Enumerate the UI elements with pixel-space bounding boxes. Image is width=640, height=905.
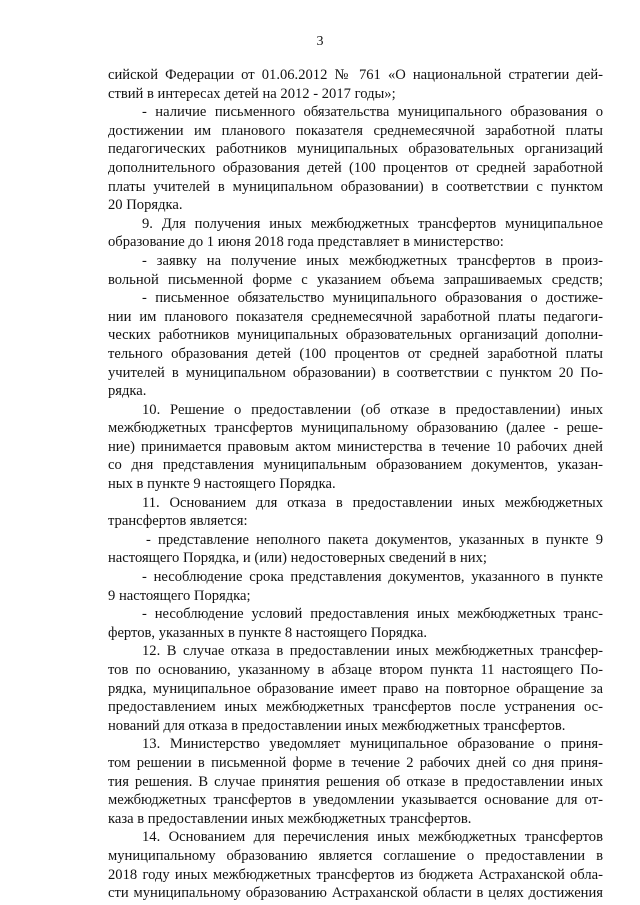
text-line: - представление неполного пакета документов, указанных в пункте 9 — [146, 531, 603, 548]
text-line: платы учителей в муниципальном образовании) в соответствии с пунктом — [108, 178, 603, 195]
text-line: сийской Федерации от 01.06.2012 № 761 «О национальной стратегии дей- — [108, 67, 603, 83]
text-line: 9. Для получения иных межбюджетных трансфертов муниципальное — [142, 215, 603, 232]
text-line: ческих работников муниципальных образовательных организаций дополни- — [108, 327, 603, 344]
text-line: - заявку на получение иных межбюджетных трансфертов в произ- — [142, 252, 603, 269]
text-line: трансфертов является: — [108, 513, 248, 530]
text-line: предоставлением иных межбюджетных трансфертов после устранения ос- — [108, 699, 603, 716]
page-number: 3 — [316, 34, 324, 49]
text-line: - наличие письменного обязательства муниципального образования о — [142, 104, 603, 121]
text-line: фертов, указанных в пункте 8 настоящего Порядка. — [108, 624, 427, 641]
text-line: 9 настоящего Порядка; — [108, 587, 251, 604]
text-line: тов по основанию, указанному в абзаце втором пункта 11 настоящего По- — [108, 662, 603, 678]
text-line: 10. Решение о предоставлении (об отказе в предоставлении) иных — [142, 401, 603, 418]
text-line: со дня представления муниципальным образованием документов, указан- — [108, 457, 603, 474]
text-line: образование до 1 июня 2018 года представляет в министерство: — [108, 234, 504, 251]
text-line: тия решения. В случае принятия решения об отказе в предоставлении иных — [108, 773, 603, 790]
text-line: - письменное обязательство муниципального образования о достиже- — [142, 290, 603, 307]
text-line: рядка. — [108, 383, 147, 400]
text-line: учителей в муниципальном образовании) в соответствии с пунктом 20 По- — [108, 364, 603, 381]
text-line: нии им планового показателя среднемесячной заработной платы педагоги- — [108, 308, 603, 325]
document-body — [108, 66, 603, 903]
text-line: 20 Порядка. — [108, 197, 183, 214]
text-line: нований для отказа в предоставлении иных межбюджетных трансфертов. — [108, 717, 566, 734]
text-line: вольной письменной форме с указанием объема запрашиваемых средств; — [108, 271, 603, 288]
text-line: ствий в интересах детей на 2012 - 2017 годы»; — [108, 85, 396, 102]
text-line: сти муниципальному образованию Астраханской области в целях достижения — [108, 885, 603, 902]
text-line: 13. Министерство уведомляет муниципальное образование о приня- — [142, 736, 603, 753]
text-line: тельного образования детей (100 процентов от средней заработной платы — [108, 345, 603, 362]
text-line: межбюджетных трансфертов в уведомлении указывается основание для от- — [108, 792, 603, 809]
text-line: - несоблюдение условий предоставления иных межбюджетных транс- — [142, 606, 603, 623]
text-line: том решении в письменной форме в течение 2 рабочих дней со дня приня- — [108, 754, 603, 771]
text-line: рядка, муниципальное образование имеет право на повторное обращение за — [108, 680, 603, 697]
text-line: 11. Основанием для отказа в предоставлении иных межбюджетных — [142, 494, 603, 511]
text-line: каза в предоставлении иных межбюджетных трансфертов. — [108, 810, 472, 827]
text-line: - несоблюдение срока представления документов, указанного в пункте — [142, 569, 603, 586]
text-line: дополнительного образования детей (100 процентов от средней заработной — [108, 159, 603, 176]
text-line: 12. В случае отказа в предоставлении иных межбюджетных трансфер- — [142, 643, 603, 660]
text-line: ных в пункте 9 настоящего Порядка. — [108, 476, 336, 493]
text-line: ние) принимается правовым актом министерства в течение 10 рабочих дней — [108, 438, 603, 455]
text-line: настоящего Порядка, и (или) недостоверных сведений в них; — [108, 550, 487, 567]
text-line: 14. Основанием для перечисления иных межбюджетных трансфертов — [142, 829, 603, 846]
text-line: 2018 году иных межбюджетных трансфертов из бюджета Астраханской обла- — [108, 866, 603, 883]
text-line: межбюджетных трансфертов муниципальному образованию (далее - реше- — [108, 420, 603, 437]
text-line: достижении им планового показателя среднемесячной заработной платы — [108, 122, 603, 139]
text-line: муниципальному образованию является соглашение о предоставлении в — [108, 847, 603, 864]
text-line: педагогических работников муниципальных образовательных организаций — [108, 141, 603, 158]
